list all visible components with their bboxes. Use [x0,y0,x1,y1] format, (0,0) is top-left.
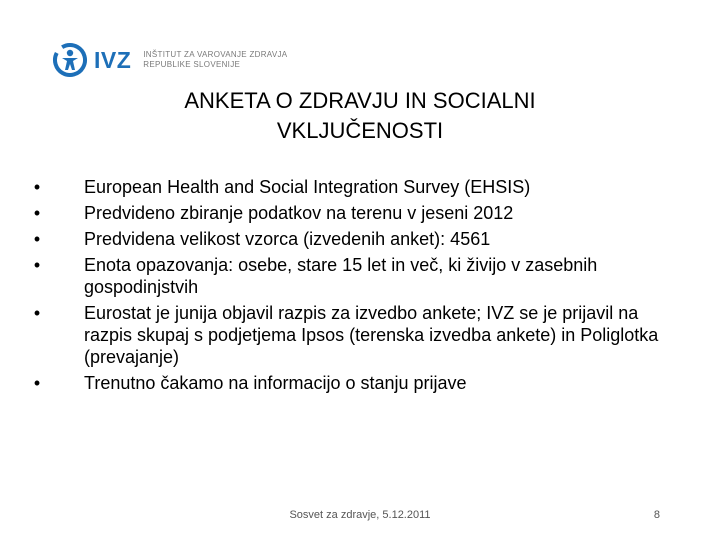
bullet-marker: • [33,373,41,393]
bullet-text: Eurostat je junija objavil razpis za izvedbo ankete; IVZ se je prijavil na razpis skupaj s podjetjema Ipsos (terenska izvedba ankete) in Poliglotka (prevajanje) [84,303,659,367]
slide-title-line-2: VKLJUČENOSTI [276,118,444,143]
bullet-item [30,202,670,224]
bullet-marker: • [33,229,41,249]
logo-line-2: REPUBLIKE SLOVENIJE [143,60,241,69]
bullet-item [30,228,670,250]
bullet-item [30,254,670,298]
bullet-item [30,372,670,394]
bullet-text: European Health and Social Integration Survey (EHSIS) [84,177,531,197]
logo-line-1: INŠTITUT ZA VAROVANJE ZDRAVJA [143,50,288,59]
page-number: 8 [653,509,660,521]
footer-event-date: Sosvet za zdravje, 5.12.2011 [289,509,431,521]
logo-institute-name [143,50,287,70]
bullet-text: Predvideno zbiranje podatkov na terenu v jeseni 2012 [84,203,514,223]
bullet-text: Predvidena velikost vzorca (izvedenih anket): 4561 [84,229,491,249]
bullet-text: Trenutno čakamo na informacijo o stanju prijave [84,373,467,393]
logo-acronym: IVZ [94,46,132,73]
bullet-item [30,302,670,368]
slide-title-line-1: ANKETA O ZDRAVJU IN SOCIALNI [184,88,536,113]
bullet-marker: • [33,177,41,197]
bullet-marker: • [33,255,41,275]
bullet-marker: • [33,303,41,323]
ivz-logo [52,40,287,80]
bullet-text: Enota opazovanja: osebe, stare 15 let in več, ki živijo v zasebnih gospodinjstvih [84,255,598,297]
bullet-item [30,176,670,198]
bullet-marker: • [33,203,41,223]
person-circle-icon [52,42,88,78]
slide-title [0,86,720,146]
bullet-list [30,176,670,398]
